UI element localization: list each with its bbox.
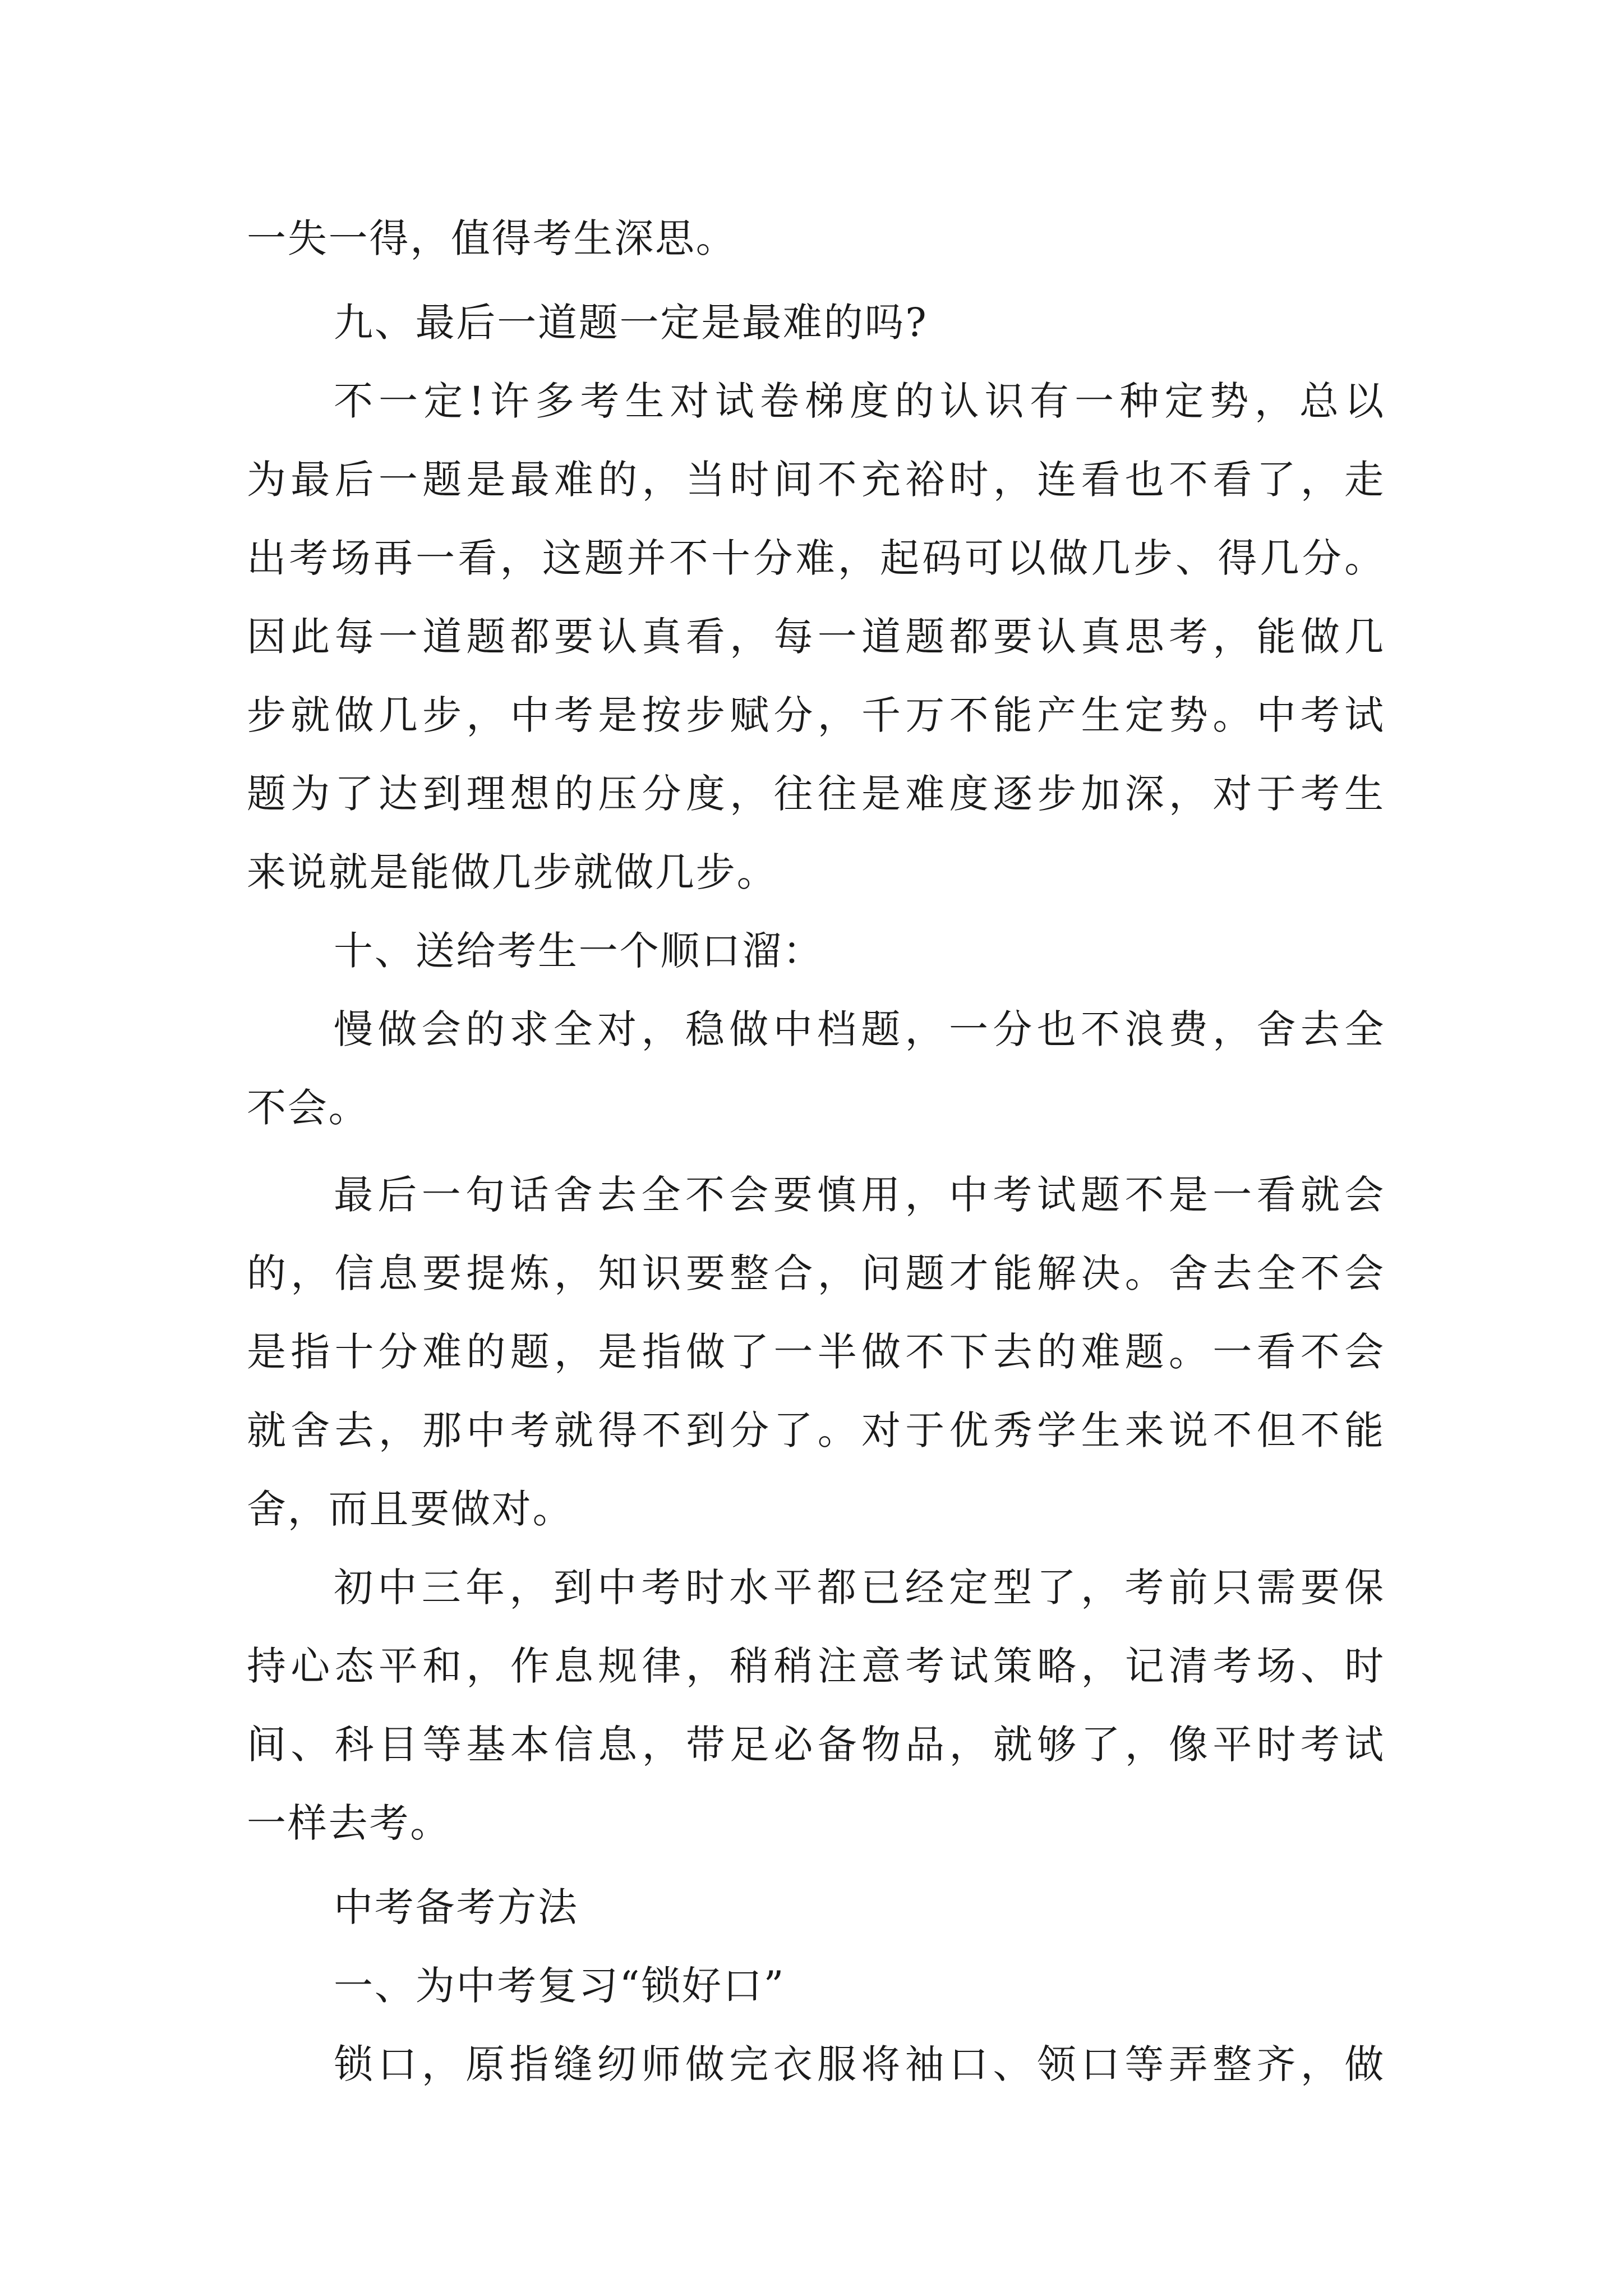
paragraph-line-15: 是指十分难的题，是指做了一半做不下去的难题。一看不会 bbox=[247, 1329, 1385, 1375]
paragraph-line-16: 就舍去，那中考就得不到分了。对于优秀学生来说不但不能 bbox=[247, 1407, 1385, 1453]
rhyme-line-1: 慢做会的求全对，稳做中档题，一分也不浪费，舍去全 bbox=[334, 1006, 1385, 1052]
paragraph-line-5: 出考场再一看，这题并不十分难，起码可以做几步、得几分。 bbox=[247, 535, 1385, 581]
question-9-heading: 九、最后一道题一定是最难的吗? bbox=[334, 300, 928, 346]
method-1-heading: 一、为中考复习“锁好口” bbox=[334, 1963, 786, 2009]
rhyme-line-2: 不会。 bbox=[247, 1085, 370, 1131]
paragraph-line-19: 持心态平和，作息规律，稍稍注意考试策略，记清考场、时 bbox=[247, 1643, 1385, 1689]
paragraph-line-1: 一失一得，值得考生深思。 bbox=[247, 215, 737, 261]
paragraph-line-18: 初中三年，到中考时水平都已经定型了，考前只需要保 bbox=[334, 1565, 1385, 1611]
paragraph-line-14: 的，信息要提炼，知识要整合，问题才能解决。舍去全不会 bbox=[247, 1250, 1385, 1296]
paragraph-line-9: 来说就是能做几步就做几步。 bbox=[247, 849, 778, 895]
paragraph-line-4: 为最后一题是最难的，当时间不充裕时，连看也不看了，走 bbox=[247, 457, 1385, 503]
paragraph-line-13: 最后一句话舍去全不会要慎用，中考试题不是一看就会 bbox=[334, 1172, 1385, 1218]
paragraph-line-8: 题为了达到理想的压分度，往往是难度逐步加深，对于考生 bbox=[247, 771, 1385, 817]
paragraph-line-20: 间、科目等基本信息，带足必备物品，就够了，像平时考试 bbox=[247, 1722, 1385, 1768]
paragraph-line-17: 舍，而且要做对。 bbox=[247, 1486, 574, 1532]
paragraph-line-3: 不一定!许多考生对试卷梯度的认识有一种定势，总以 bbox=[334, 378, 1385, 424]
paragraph-line-24: 锁口，原指缝纫师做完衣服将袖口、领口等弄整齐，做 bbox=[334, 2041, 1385, 2087]
paragraph-line-21: 一样去考。 bbox=[247, 1800, 451, 1846]
paragraph-line-7: 步就做几步，中考是按步赋分，千万不能产生定势。中考试 bbox=[247, 692, 1385, 738]
paragraph-line-6: 因此每一道题都要认真看，每一道题都要认真思考，能做几 bbox=[247, 614, 1385, 660]
question-10-heading: 十、送给考生一个顺口溜： bbox=[334, 928, 824, 974]
section-heading: 中考备考方法 bbox=[334, 1884, 579, 1930]
